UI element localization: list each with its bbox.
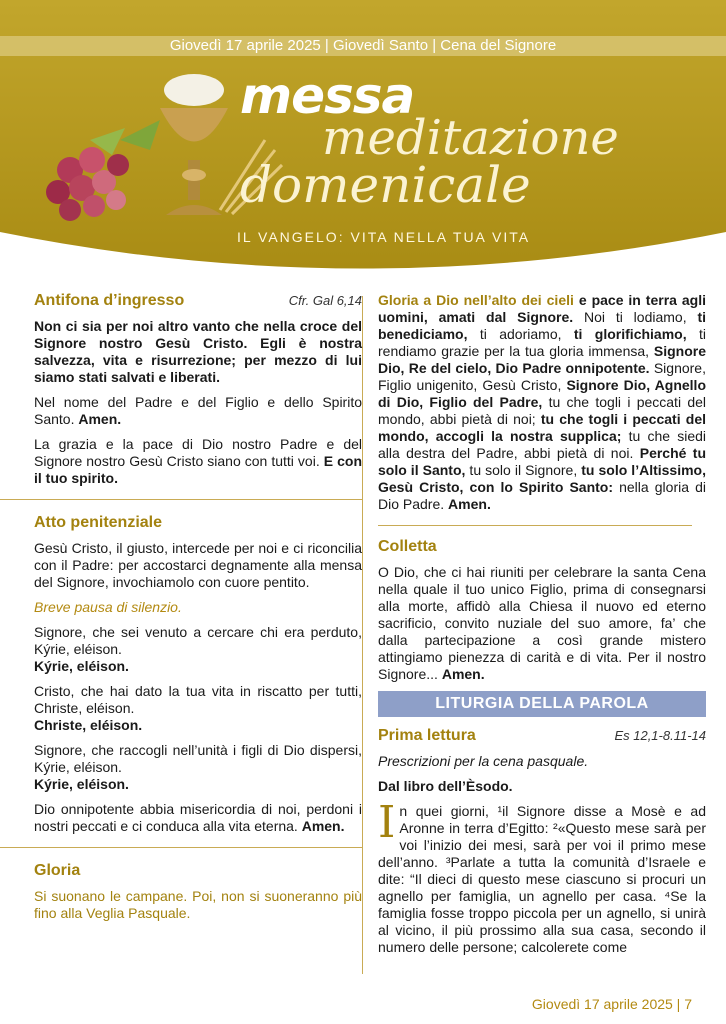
atto-intro: Gesù Cristo, il giusto, intercede per noi e ci riconcilia con il Padre: per accostarci degnamente alla mensa del Signore, invochiamolo con cuore pentito. (34, 540, 362, 590)
gloria-s5: ti adoriamo, (467, 326, 574, 342)
date-line: Giovedì 17 aprile 2025 | Giovedì Santo | Cena del Signore (169, 37, 557, 54)
atto-absolution-text: Dio onnipotente abbia misericordia di noi, perdoni i nostri peccati e ci conduca alla vita eterna. (34, 801, 362, 834)
atto-inv1: Signore, che sei venuto a cercare chi era perduto, Kýrie, eléison. (34, 624, 362, 657)
colletta-body: O Dio, che ci hai riuniti per celebrare la santa Cena nella quale il tuo unico Figlio, prima di consegnarsi alla morte, affidò alla Chiesa il nuovo ed eterno sacrificio, convito nuziale del suo amore, fa’ che dalla partecipazione a così grande mistero attingiamo pienezza di carità e di vita. Per il nostro Signore... (378, 564, 706, 682)
gloria-rubric-title: Gloria (34, 862, 81, 879)
section-divider (0, 847, 362, 848)
antifona-p3 (34, 436, 362, 487)
prima-lettura-body (378, 797, 706, 956)
brand-title-domenicale: domenicale (240, 156, 531, 214)
drop-cap: I (378, 797, 396, 848)
gloria-s12: tu che togli i peccati del mondo, accogli la nostra supplica; (378, 411, 706, 444)
antifona-title: Antifona d’ingresso (34, 292, 185, 309)
page-footer: Giovedì 17 aprile 2025 | 7 (531, 996, 692, 1012)
gloria-s10: Signore Dio, Agnello di Dio, Figlio del Padre, (378, 377, 707, 410)
gloria-heading: Gloria a Dio nell’alto dei cieli (378, 292, 574, 308)
gloria-s15: tu solo il Signore, (465, 462, 582, 478)
masthead (0, 0, 726, 285)
antifona-header (34, 292, 362, 310)
gloria-s2: e pace in terra agli uomini, amati dal Signore. (378, 292, 706, 325)
atto-resp1: Kýrie, eléison. (34, 658, 129, 674)
colletta-title: Colletta (378, 538, 437, 555)
right-column (378, 292, 706, 964)
atto-rubric: Breve pausa di silenzio. (34, 599, 182, 615)
gloria-rubric-text: Si suonano le campane. Poi, non si suoneranno più fino alla Veglia Pasquale. (34, 888, 362, 921)
atto-absolution-resp: Amen. (301, 818, 345, 834)
liturgia-banner: LITURGIA DELLA PAROLA (378, 691, 706, 717)
prima-lettura-subtitle: Prescrizioni per la cena pasquale. (378, 753, 589, 769)
gloria-s13: tu che siedi alla destra del Padre, abbi pietà di noi. (378, 428, 706, 461)
gloria-s16: tu solo l’Altissimo, Gesù Cristo, con lo Spirito Santo: (378, 462, 706, 495)
antifona-ref: Cfr. Gal 6,14 (288, 293, 362, 308)
gloria-s11: tu che togli i peccati del mondo, abbi pietà di noi; (378, 394, 707, 427)
antifona-text: Non ci sia per noi altro vanto che nella croce del Signore nostro Gesù Cristo. Egli è nostra salvezza, vita e risurrezione; per mezzo di lui siamo stati salvati e liberati. (34, 318, 362, 385)
gloria-s6: ti glorifichiamo, (573, 326, 687, 342)
atto-absolution (34, 801, 362, 835)
colletta-resp: Amen. (441, 666, 485, 682)
antifona-p2-resp: Amen. (78, 411, 122, 427)
gloria-s9: Signore, Figlio unigenito, Gesù Cristo, (378, 360, 706, 393)
colletta-header (378, 538, 706, 556)
gloria-s18: Amen. (448, 496, 491, 512)
prima-lettura-header (378, 727, 706, 745)
antifona-p3-text: La grazia e la pace di Dio nostro Padre e del Signore nostro Gesù Cristo siano con tutti voi. (34, 436, 362, 469)
atto-header (34, 514, 362, 532)
atto-inv3: Signore, che raccogli nell’unità i figli di Dio dispersi, Kýrie, eléison. (34, 742, 362, 775)
atto-title: Atto penitenziale (34, 514, 163, 531)
gloria-s3: Noi ti lodiamo, (573, 309, 698, 325)
colletta-text (378, 564, 706, 683)
prima-lettura-source: Dal libro dell’Èsodo. (378, 778, 513, 794)
section-divider (0, 499, 362, 500)
atto-resp2: Christe, eléison. (34, 717, 143, 733)
atto-resp3: Kýrie, eléison. (34, 776, 129, 792)
brand-title-messa: messa (240, 67, 415, 125)
gloria-s7: ti rendiamo grazie per la tua gloria immensa, (378, 326, 706, 359)
gloria-s4: ti benediciamo, (378, 309, 707, 342)
prima-lettura-ref: Es 12,1-8.11-14 (614, 728, 706, 743)
prima-lettura-text: n quei giorni, ¹il Signore disse a Mosè e ad Aronne in terra d’Egitto: ²«Questo mese sarà per voi l’inizio dei mesi, sarà per voi il primo mese dell’anno. ³Parlate a tutta la comunità d’Israele e dite: “Il dieci di questo mese ciascuno si procuri un agnello per famiglia, un agnello per casa. ⁴Se la famiglia fosse troppo piccola per un agnello, si unirà al vicino, il più prossimo alla sua casa, secondo il numero delle persone; calcolerete come (378, 803, 706, 955)
antifona-p3-resp: E con il tuo spirito. (34, 453, 362, 486)
left-column (34, 292, 362, 930)
section-divider (378, 525, 692, 526)
gloria-s17: nella gloria di Dio Padre. (378, 479, 706, 512)
brand-title-meditazione: meditazione (322, 110, 619, 166)
column-divider (362, 296, 363, 974)
gloria-hymn (378, 292, 706, 513)
tagline: IL VANGELO: VITA NELLA TUA VITA (237, 229, 531, 245)
atto-inv2: Cristo, che hai dato la tua vita in riscatto per tutti, Christe, eléison. (34, 683, 362, 716)
gloria-s8: Signore Dio, Re del cielo, Dio Padre onnipotente. (378, 343, 706, 376)
antifona-p2-text: Nel nome del Padre e del Figlio e dello Spirito Santo. (34, 394, 362, 427)
gloria-s14: Perché tu solo il Santo, (378, 445, 706, 478)
antifona-p2 (34, 394, 362, 428)
gloria-rubric-header (34, 862, 362, 880)
prima-lettura-title: Prima lettura (378, 727, 476, 744)
